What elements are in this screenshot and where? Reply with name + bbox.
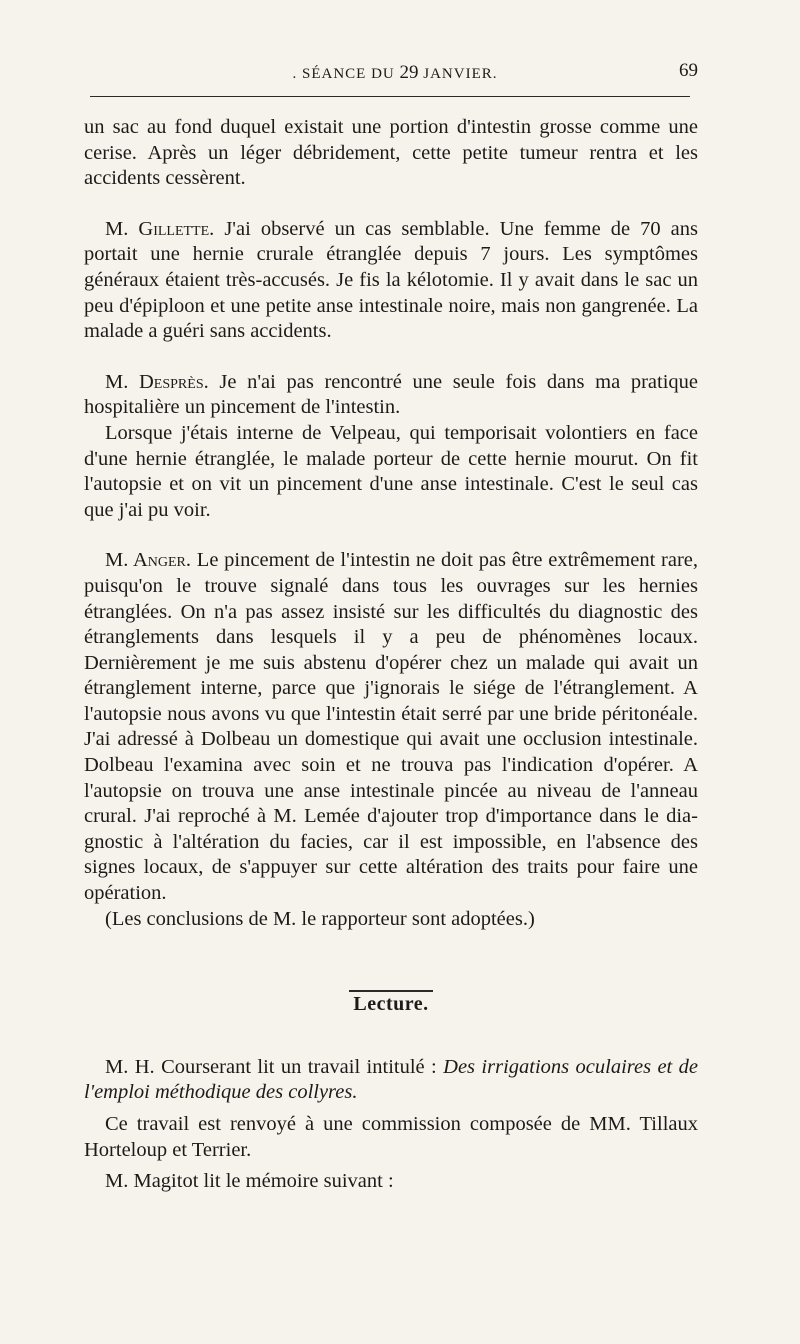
running-title bbox=[90, 62, 700, 84]
work-title: Des irrigations oculaires et de l'emploi méthodique des collyres. bbox=[84, 1055, 699, 1104]
speaker-anger: M. Anger. bbox=[105, 549, 192, 572]
paragraph-despres bbox=[84, 370, 698, 421]
speaker-gillette: M. Gillette. bbox=[105, 217, 215, 240]
speaker-despres: M. Desprès. bbox=[105, 370, 209, 393]
paragraph-conclusions: (Les conclusions de M. le rapporteur sont adoptées.) bbox=[105, 907, 535, 930]
paragraph-courserant-text: M. H. Courserant lit un travail intitulé : bbox=[105, 1055, 444, 1078]
page-body bbox=[84, 115, 698, 1195]
paragraph-continuation: un sac au fond duquel existait une portion d'intestin grosse comme une cerise. Après un léger débridement, cette petite tumeur rentra et les accidents cessèrent. bbox=[84, 116, 698, 190]
paragraph-courserant bbox=[84, 1055, 698, 1106]
running-head bbox=[90, 60, 700, 88]
paragraph-gillette bbox=[84, 217, 698, 345]
paragraph-commission: Ce travail est renvoyé à une commission composée de MM. Tillaux Horteloup et Terrier. bbox=[84, 1113, 698, 1161]
paragraph-velpeau: Lorsque j'étais interne de Velpeau, qui temporisait volontiers en face d'une hernie étranglée, le malade porteur de cette hernie mourut. On fit l'autopsie et on vit un pincement d'une anse intestinale. C'est le seul cas que j'ai pu voir. bbox=[84, 421, 698, 521]
paragraph-anger-text: Le pincement de l'intestin ne doit pas être extrêmement rare, puisqu'on le trouve signalé dans tous les ouvrages sur les hernies étranglées. On n'a pas assez insisté sur les difficultés du diagnostic des étranglements dans lesquels il y a peu de phénomènes locaux. Dernièrement je me suis abstenu d'opérer chez un malade qui avait un étranglement interne, parce que j'ignorais le siége de l'étranglement. A l'autopsie nous avons vu que l'intestin était serré par une bride péritonéale. J'ai adressé à Dolbeau un domestique qui avait une occlusion intestinale. Dolbeau l'examina avec soin et ne trouva pas l'indication d'opérer. A l'autopsie on trouva une anse intestinale pincée au niveau de l'anneau crural. J'ai reproché à M. Lemée d'ajouter trop d'importance dans le diagnostic à l'altération du facies, car il est impossible, en l'absence des signes locaux, de s'appuyer sur cette altération des traits pour faire une opération. bbox=[84, 549, 698, 905]
running-title-date: 29 bbox=[399, 62, 419, 83]
page-number: 69 bbox=[679, 60, 698, 81]
header-rule bbox=[90, 96, 690, 97]
paragraph-anger bbox=[84, 548, 698, 906]
paragraph-gillette-text: J'ai observé un cas semblable. Une femme de 70 ans portait une hernie crurale étranglée depuis 7 jours. Les symptômes généraux étaient très-accusés. Je fis la kélotomie. Il y avait dans le sac un peu d'épiploon et une petite anse intestinale noire, mais non gangrenée. La malade a guéri sans accidents. bbox=[84, 217, 698, 343]
paragraph-despres-text: Je n'ai pas rencontré une seule fois dans ma pratique hospitalière un pincement de l'intestin. bbox=[84, 370, 698, 419]
running-title-post: JANVIER. bbox=[423, 66, 498, 82]
section-heading: Lecture. bbox=[353, 993, 429, 1016]
running-title-pre: . SÉANCE DU bbox=[292, 66, 395, 82]
lecture-block bbox=[84, 1055, 698, 1195]
paragraph-magitot: M. Magitot lit le mémoire suivant : bbox=[105, 1170, 394, 1193]
